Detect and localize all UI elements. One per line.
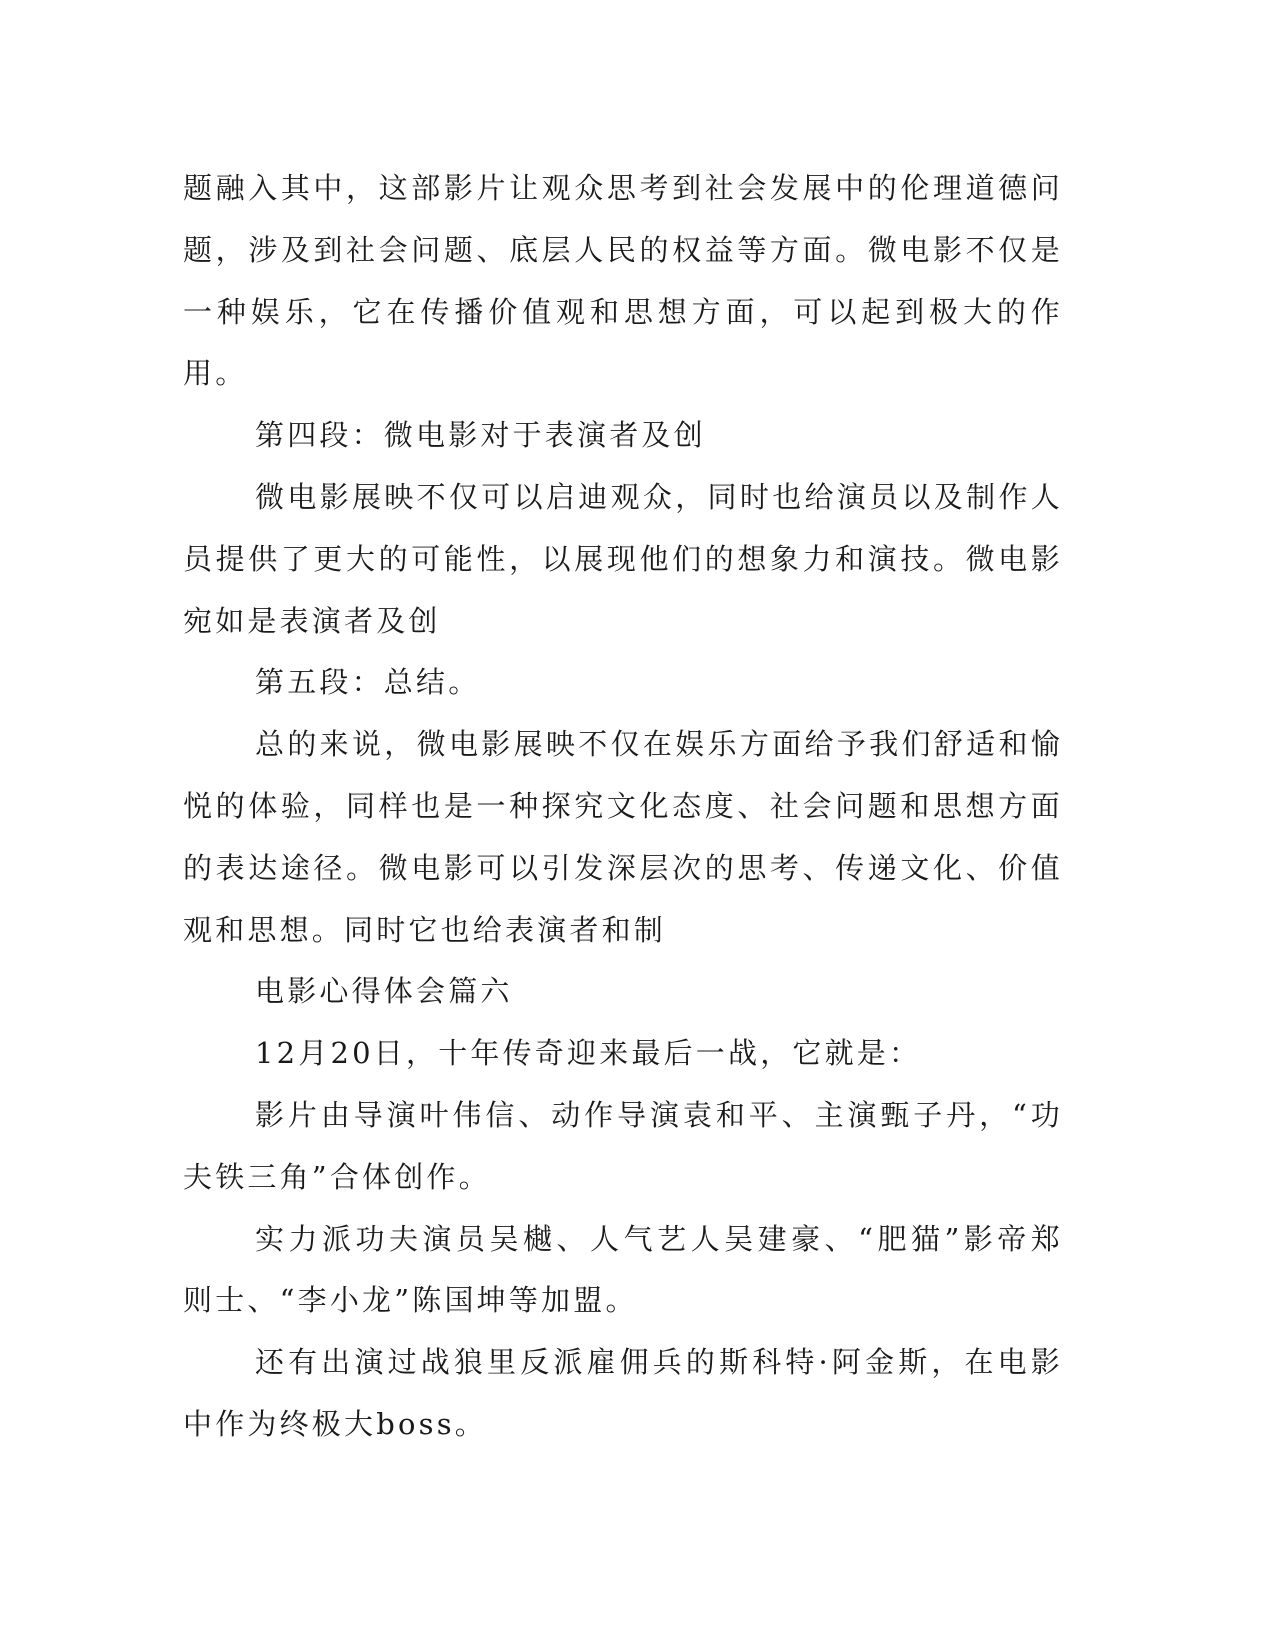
- paragraph: 还有出演过战狼里反派雇佣兵的斯科特·阿金斯，在电影中作为终极大boss。: [183, 1345, 1063, 1441]
- section-heading-4: 第四段：微电影对于表演者及创: [255, 418, 706, 453]
- paragraph: 影片由导演叶伟信、动作导演袁和平、主演甄子丹，“功夫铁三角”合体创作。: [183, 1097, 1063, 1194]
- paragraph: 微电影展映不仅可以启迪观众，同时也给演员以及制作人员提供了更大的可能性，以展现他们的想象力和演技。微电影宛如是表演者及创: [183, 479, 1063, 638]
- paragraph: 总的来说，微电影展映不仅在娱乐方面给予我们舒适和愉悦的体验，同样也是一种探究文化态度、社会问题和思想方面的表达途径。微电影可以引发深层次的思考、传递文化、价值观和思想。同时它也给表演者和制: [183, 727, 1063, 947]
- section-heading-5: 第五段：总结。: [255, 665, 481, 700]
- article-title: 电影心得体会篇六: [255, 974, 513, 1009]
- paragraph: 12月20日，十年传奇迎来最后一战，它就是：: [255, 1036, 922, 1071]
- paragraph: 实力派功夫演员吴樾、人气艺人吴建豪、“肥猫”影帝郑则士、“李小龙”陈国坤等加盟。: [183, 1221, 1063, 1318]
- paragraph-continuation: 题融入其中，这部影片让观众思考到社会发展中的伦理道德问题，涉及到社会问题、底层人民的权益等方面。微电影不仅是一种娱乐，它在传播价值观和思想方面，可以起到极大的作用。: [183, 171, 1063, 391]
- document-body: [183, 158, 1063, 1456]
